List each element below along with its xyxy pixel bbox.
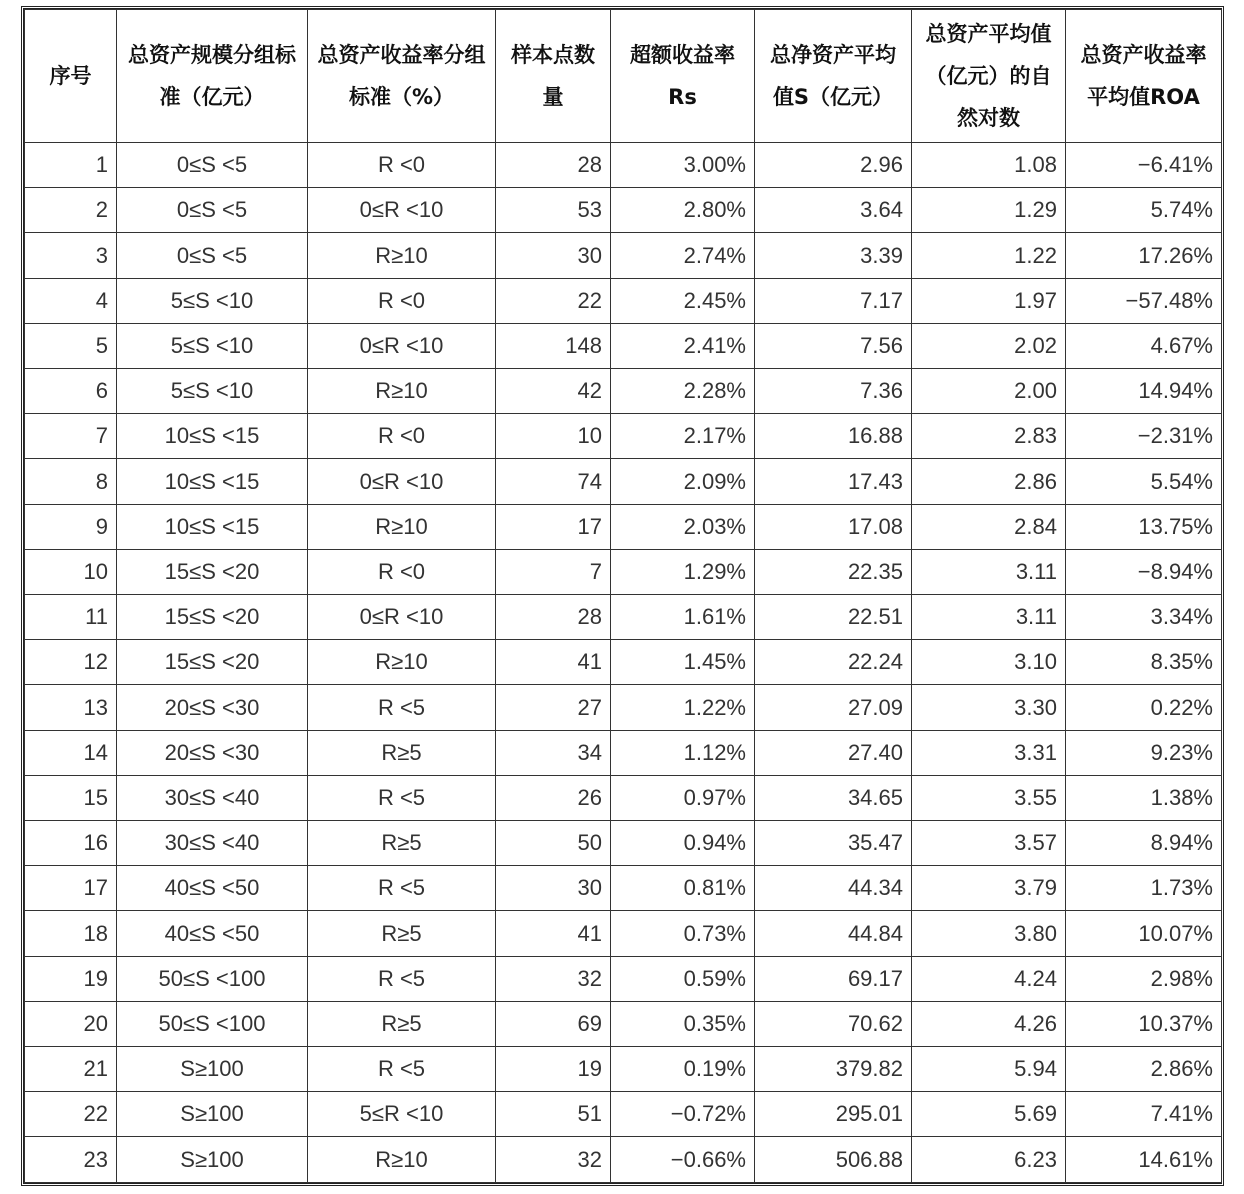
cell-log-asset-mean: 2.83 (912, 414, 1066, 459)
cell-return-group: R <0 (308, 549, 496, 594)
table-row (25, 414, 1222, 459)
cell-log-asset-mean: 4.24 (912, 956, 1066, 1001)
cell-roa-mean: 5.54% (1066, 459, 1222, 504)
cell-log-asset-mean: 3.11 (912, 549, 1066, 594)
table-row (25, 595, 1222, 640)
header-row (25, 10, 1222, 143)
cell-roa-mean: 10.07% (1066, 911, 1222, 956)
cell-log-asset-mean: 3.30 (912, 685, 1066, 730)
cell-return-group: R <5 (308, 1047, 496, 1092)
cell-net-asset-mean: 27.40 (755, 730, 912, 775)
cell-excess-return: 2.03% (611, 504, 755, 549)
cell-index: 12 (25, 640, 117, 685)
cell-sample-count: 17 (496, 504, 611, 549)
cell-net-asset-mean: 22.35 (755, 549, 912, 594)
header-index: 序号 (25, 10, 117, 143)
cell-roa-mean: 4.67% (1066, 323, 1222, 368)
table-row (25, 1047, 1222, 1092)
cell-net-asset-mean: 22.24 (755, 640, 912, 685)
cell-asset-scale-group: 10≤S <15 (117, 414, 308, 459)
table-row (25, 730, 1222, 775)
cell-log-asset-mean: 3.79 (912, 866, 1066, 911)
cell-index: 16 (25, 821, 117, 866)
header-return-group: 总资产收益率分组标准（%） (308, 10, 496, 143)
cell-return-group: R≥5 (308, 730, 496, 775)
cell-excess-return: 1.61% (611, 595, 755, 640)
table-row (25, 775, 1222, 820)
table-row (25, 459, 1222, 504)
cell-return-group: R <5 (308, 685, 496, 730)
cell-excess-return: 2.09% (611, 459, 755, 504)
cell-net-asset-mean: 7.17 (755, 278, 912, 323)
cell-return-group: R <0 (308, 414, 496, 459)
cell-roa-mean: 2.86% (1066, 1047, 1222, 1092)
cell-log-asset-mean: 1.97 (912, 278, 1066, 323)
cell-return-group: R≥10 (308, 369, 496, 414)
cell-excess-return: 0.73% (611, 911, 755, 956)
cell-sample-count: 28 (496, 595, 611, 640)
cell-roa-mean: 14.61% (1066, 1137, 1222, 1183)
cell-log-asset-mean: 6.23 (912, 1137, 1066, 1183)
cell-net-asset-mean: 3.64 (755, 188, 912, 233)
cell-net-asset-mean: 7.56 (755, 323, 912, 368)
table-row (25, 278, 1222, 323)
cell-net-asset-mean: 69.17 (755, 956, 912, 1001)
cell-return-group: R≥5 (308, 911, 496, 956)
cell-roa-mean: 14.94% (1066, 369, 1222, 414)
cell-net-asset-mean: 27.09 (755, 685, 912, 730)
cell-index: 19 (25, 956, 117, 1001)
cell-sample-count: 41 (496, 640, 611, 685)
cell-excess-return: 0.97% (611, 775, 755, 820)
cell-roa-mean: 13.75% (1066, 504, 1222, 549)
cell-sample-count: 69 (496, 1001, 611, 1046)
cell-index: 17 (25, 866, 117, 911)
cell-index: 8 (25, 459, 117, 504)
cell-net-asset-mean: 3.39 (755, 233, 912, 278)
header-roa-mean: 总资产收益率平均值ROA (1066, 10, 1222, 143)
cell-excess-return: 2.41% (611, 323, 755, 368)
cell-sample-count: 148 (496, 323, 611, 368)
cell-log-asset-mean: 2.00 (912, 369, 1066, 414)
cell-index: 20 (25, 1001, 117, 1046)
table-row (25, 188, 1222, 233)
cell-excess-return: 2.28% (611, 369, 755, 414)
cell-excess-return: 1.22% (611, 685, 755, 730)
cell-asset-scale-group: 15≤S <20 (117, 640, 308, 685)
cell-roa-mean: 10.37% (1066, 1001, 1222, 1046)
cell-roa-mean: −2.31% (1066, 414, 1222, 459)
cell-sample-count: 32 (496, 956, 611, 1001)
cell-net-asset-mean: 70.62 (755, 1001, 912, 1046)
table-row (25, 1092, 1222, 1137)
cell-sample-count: 51 (496, 1092, 611, 1137)
cell-roa-mean: 1.38% (1066, 775, 1222, 820)
cell-excess-return: 3.00% (611, 143, 755, 188)
cell-excess-return: 2.45% (611, 278, 755, 323)
cell-net-asset-mean: 379.82 (755, 1047, 912, 1092)
cell-asset-scale-group: 0≤S <5 (117, 143, 308, 188)
cell-log-asset-mean: 1.29 (912, 188, 1066, 233)
cell-return-group: R≥10 (308, 504, 496, 549)
cell-asset-scale-group: 5≤S <10 (117, 369, 308, 414)
cell-net-asset-mean: 17.43 (755, 459, 912, 504)
cell-roa-mean: 1.73% (1066, 866, 1222, 911)
cell-roa-mean: 9.23% (1066, 730, 1222, 775)
cell-net-asset-mean: 17.08 (755, 504, 912, 549)
cell-index: 1 (25, 143, 117, 188)
cell-excess-return: 0.19% (611, 1047, 755, 1092)
cell-index: 18 (25, 911, 117, 956)
cell-roa-mean: 17.26% (1066, 233, 1222, 278)
cell-log-asset-mean: 1.22 (912, 233, 1066, 278)
cell-return-group: R≥10 (308, 640, 496, 685)
cell-asset-scale-group: S≥100 (117, 1137, 308, 1183)
cell-sample-count: 32 (496, 1137, 611, 1183)
cell-net-asset-mean: 44.84 (755, 911, 912, 956)
cell-excess-return: 2.74% (611, 233, 755, 278)
table-row (25, 143, 1222, 188)
cell-roa-mean: 5.74% (1066, 188, 1222, 233)
cell-asset-scale-group: 30≤S <40 (117, 821, 308, 866)
cell-excess-return: 0.94% (611, 821, 755, 866)
cell-return-group: 0≤R <10 (308, 595, 496, 640)
cell-asset-scale-group: 10≤S <15 (117, 504, 308, 549)
cell-sample-count: 10 (496, 414, 611, 459)
cell-return-group: 0≤R <10 (308, 459, 496, 504)
cell-sample-count: 22 (496, 278, 611, 323)
cell-excess-return: 1.45% (611, 640, 755, 685)
cell-index: 3 (25, 233, 117, 278)
cell-index: 23 (25, 1137, 117, 1183)
cell-net-asset-mean: 7.36 (755, 369, 912, 414)
table-row (25, 323, 1222, 368)
cell-return-group: R <5 (308, 956, 496, 1001)
cell-asset-scale-group: 20≤S <30 (117, 685, 308, 730)
cell-return-group: R≥5 (308, 1001, 496, 1046)
cell-asset-scale-group: 15≤S <20 (117, 549, 308, 594)
header-asset-scale-group: 总资产规模分组标准（亿元） (117, 10, 308, 143)
cell-index: 5 (25, 323, 117, 368)
cell-log-asset-mean: 5.69 (912, 1092, 1066, 1137)
table-row (25, 549, 1222, 594)
cell-roa-mean: 8.94% (1066, 821, 1222, 866)
cell-sample-count: 30 (496, 233, 611, 278)
header-log-asset-mean: 总资产平均值（亿元）的自然对数 (912, 10, 1066, 143)
cell-log-asset-mean: 2.84 (912, 504, 1066, 549)
cell-return-group: R <5 (308, 866, 496, 911)
cell-excess-return: 0.81% (611, 866, 755, 911)
cell-index: 10 (25, 549, 117, 594)
header-net-asset-mean: 总净资产平均值S（亿元） (755, 10, 912, 143)
cell-return-group: R <5 (308, 775, 496, 820)
cell-sample-count: 30 (496, 866, 611, 911)
cell-log-asset-mean: 3.80 (912, 911, 1066, 956)
cell-log-asset-mean: 3.57 (912, 821, 1066, 866)
cell-log-asset-mean: 2.02 (912, 323, 1066, 368)
table-row (25, 504, 1222, 549)
cell-log-asset-mean: 4.26 (912, 1001, 1066, 1046)
cell-index: 13 (25, 685, 117, 730)
table-row (25, 821, 1222, 866)
cell-asset-scale-group: 5≤S <10 (117, 278, 308, 323)
cell-sample-count: 50 (496, 821, 611, 866)
cell-sample-count: 74 (496, 459, 611, 504)
cell-return-group: R≥5 (308, 821, 496, 866)
table-row (25, 911, 1222, 956)
cell-index: 6 (25, 369, 117, 414)
cell-index: 22 (25, 1092, 117, 1137)
cell-log-asset-mean: 5.94 (912, 1047, 1066, 1092)
cell-asset-scale-group: 5≤S <10 (117, 323, 308, 368)
cell-log-asset-mean: 2.86 (912, 459, 1066, 504)
cell-roa-mean: −6.41% (1066, 143, 1222, 188)
cell-net-asset-mean: 22.51 (755, 595, 912, 640)
cell-asset-scale-group: 40≤S <50 (117, 911, 308, 956)
cell-sample-count: 27 (496, 685, 611, 730)
cell-return-group: 0≤R <10 (308, 188, 496, 233)
cell-index: 2 (25, 188, 117, 233)
cell-sample-count: 28 (496, 143, 611, 188)
cell-index: 21 (25, 1047, 117, 1092)
cell-index: 15 (25, 775, 117, 820)
table-row (25, 1001, 1222, 1046)
cell-roa-mean: 2.98% (1066, 956, 1222, 1001)
cell-roa-mean: 0.22% (1066, 685, 1222, 730)
cell-sample-count: 26 (496, 775, 611, 820)
cell-net-asset-mean: 16.88 (755, 414, 912, 459)
table-body (25, 143, 1222, 1183)
cell-asset-scale-group: 15≤S <20 (117, 595, 308, 640)
table-row (25, 866, 1222, 911)
cell-net-asset-mean: 2.96 (755, 143, 912, 188)
cell-log-asset-mean: 3.55 (912, 775, 1066, 820)
table-row (25, 956, 1222, 1001)
cell-excess-return: −0.66% (611, 1137, 755, 1183)
table-row (25, 369, 1222, 414)
cell-sample-count: 41 (496, 911, 611, 956)
cell-roa-mean: 3.34% (1066, 595, 1222, 640)
cell-asset-scale-group: 0≤S <5 (117, 188, 308, 233)
cell-asset-scale-group: 40≤S <50 (117, 866, 308, 911)
cell-net-asset-mean: 295.01 (755, 1092, 912, 1137)
cell-index: 11 (25, 595, 117, 640)
data-table (24, 9, 1222, 1183)
cell-roa-mean: 8.35% (1066, 640, 1222, 685)
cell-log-asset-mean: 1.08 (912, 143, 1066, 188)
table-header (25, 10, 1222, 143)
cell-asset-scale-group: 50≤S <100 (117, 1001, 308, 1046)
cell-index: 9 (25, 504, 117, 549)
cell-sample-count: 42 (496, 369, 611, 414)
cell-excess-return: 1.29% (611, 549, 755, 594)
cell-return-group: R <0 (308, 143, 496, 188)
header-excess-return: 超额收益率Rs (611, 10, 755, 143)
cell-excess-return: 1.12% (611, 730, 755, 775)
cell-excess-return: 2.80% (611, 188, 755, 233)
cell-asset-scale-group: S≥100 (117, 1047, 308, 1092)
cell-sample-count: 53 (496, 188, 611, 233)
cell-roa-mean: −8.94% (1066, 549, 1222, 594)
cell-log-asset-mean: 3.31 (912, 730, 1066, 775)
cell-return-group: R <0 (308, 278, 496, 323)
cell-roa-mean: −57.48% (1066, 278, 1222, 323)
cell-return-group: R≥10 (308, 233, 496, 278)
cell-return-group: 0≤R <10 (308, 323, 496, 368)
cell-sample-count: 34 (496, 730, 611, 775)
cell-return-group: 5≤R <10 (308, 1092, 496, 1137)
cell-net-asset-mean: 506.88 (755, 1137, 912, 1183)
data-table-frame (21, 6, 1224, 1186)
cell-return-group: R≥10 (308, 1137, 496, 1183)
cell-excess-return: 0.35% (611, 1001, 755, 1046)
cell-asset-scale-group: S≥100 (117, 1092, 308, 1137)
table-row (25, 685, 1222, 730)
cell-asset-scale-group: 30≤S <40 (117, 775, 308, 820)
cell-asset-scale-group: 0≤S <5 (117, 233, 308, 278)
cell-index: 14 (25, 730, 117, 775)
cell-excess-return: 0.59% (611, 956, 755, 1001)
cell-asset-scale-group: 50≤S <100 (117, 956, 308, 1001)
cell-index: 4 (25, 278, 117, 323)
cell-net-asset-mean: 35.47 (755, 821, 912, 866)
cell-roa-mean: 7.41% (1066, 1092, 1222, 1137)
header-sample-count: 样本点数量 (496, 10, 611, 143)
cell-sample-count: 19 (496, 1047, 611, 1092)
cell-log-asset-mean: 3.11 (912, 595, 1066, 640)
cell-asset-scale-group: 20≤S <30 (117, 730, 308, 775)
cell-net-asset-mean: 44.34 (755, 866, 912, 911)
cell-log-asset-mean: 3.10 (912, 640, 1066, 685)
cell-index: 7 (25, 414, 117, 459)
table-row (25, 640, 1222, 685)
table-row (25, 1137, 1222, 1183)
cell-sample-count: 7 (496, 549, 611, 594)
cell-excess-return: 2.17% (611, 414, 755, 459)
cell-asset-scale-group: 10≤S <15 (117, 459, 308, 504)
cell-excess-return: −0.72% (611, 1092, 755, 1137)
table-row (25, 233, 1222, 278)
cell-net-asset-mean: 34.65 (755, 775, 912, 820)
